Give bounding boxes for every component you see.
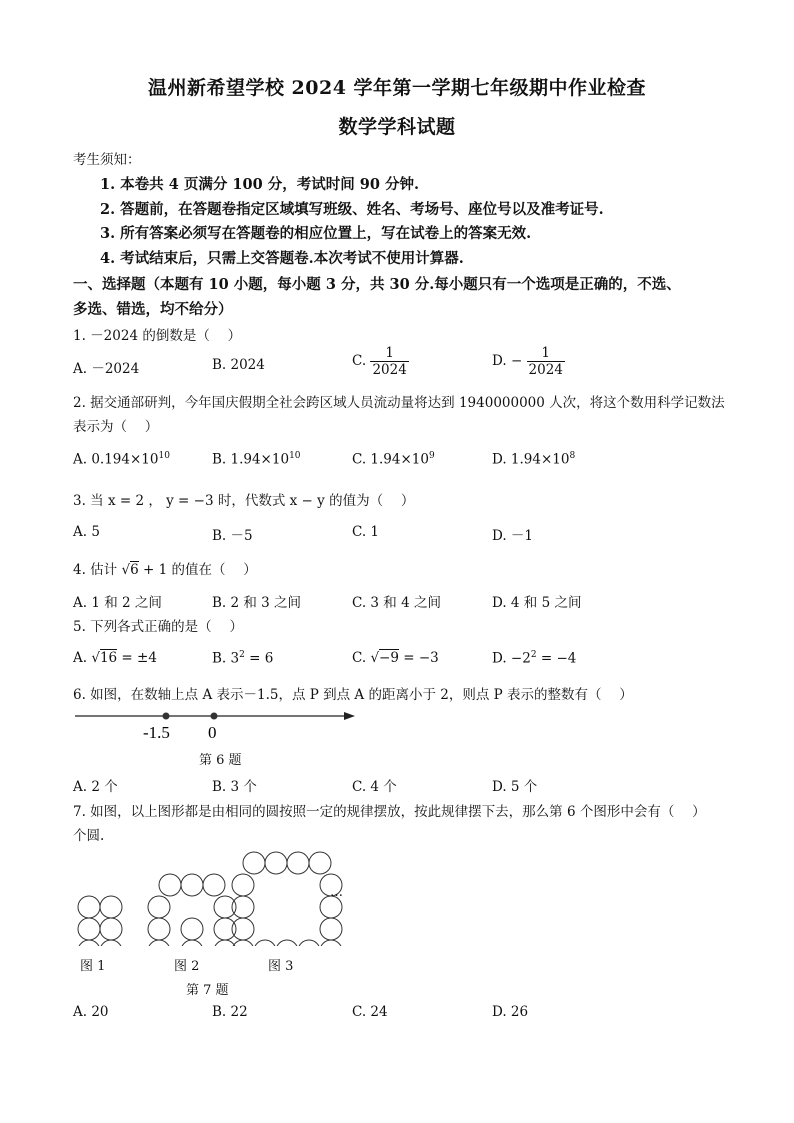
q4-option-b[interactable]: B. 2 和 3 之间: [212, 595, 302, 611]
figure-1-label: 图 1: [80, 959, 106, 974]
pattern-circle: [148, 940, 170, 946]
stem-text: + 1 的值在（ ）: [138, 562, 257, 578]
option-text: = ±4: [117, 650, 157, 666]
section-heading-cont: 多选、错选，均不给分）: [73, 301, 233, 318]
exponent: 2: [239, 650, 245, 660]
option-text: B. 3: [212, 650, 240, 667]
q4-option-c[interactable]: C. 3 和 4 之间: [352, 595, 441, 611]
axis-label: -1.5: [143, 723, 170, 742]
q1-option-d[interactable]: [492, 345, 565, 378]
option-label: C.: [352, 353, 367, 369]
exponent: 2: [530, 650, 537, 660]
question-1-stem: 1. －2024 的倒数是（ ）: [73, 328, 242, 344]
pattern-circle: [181, 874, 203, 896]
axis-label: 0: [208, 723, 217, 742]
stem-text: 4. 估计: [73, 562, 122, 578]
q1-option-a[interactable]: A. －2024: [73, 361, 140, 377]
q6-option-a[interactable]: A. 2 个: [73, 779, 118, 795]
question-5-stem: 5. 下列各式正确的是（ ）: [73, 619, 243, 635]
question-2-stem: 2. 据交通部研判，今年国庆假期全社会跨区域人员流动量将达到 1940000000 人次，将这个数用科学记数法: [73, 395, 725, 411]
page-title: 温州新希望学校 2024 学年第一学期七年级期中作业检查: [147, 77, 647, 99]
radicand: 6: [130, 562, 139, 578]
notice-item: 3. 所有答案必须写在答题卷的相应位置上，写在试卷上的答案无效.: [100, 225, 532, 242]
sqrt: √16: [91, 650, 118, 666]
notice-item: 1. 本卷共 4 页满分 100 分，考试时间 90 分钟.: [100, 176, 420, 193]
radicand: −9: [379, 650, 399, 666]
figure-3-label: 图 3: [268, 959, 294, 974]
pattern-circle: [100, 896, 122, 918]
pattern-circle: [78, 918, 100, 940]
q7-option-d[interactable]: D. 26: [492, 1004, 529, 1020]
exponent: 10: [158, 451, 170, 461]
notice-item: 2. 答题前，在答题卷指定区域填写班级、姓名、考场号、座位号以及准考证号.: [100, 201, 604, 218]
question-7-stem-cont: 个圆.: [73, 828, 105, 844]
q2-option-c[interactable]: [352, 451, 435, 468]
question-4-stem: [73, 558, 257, 578]
q5-option-d[interactable]: [492, 650, 576, 667]
pattern-circle: [214, 940, 236, 946]
option-text: B. 1.94×10: [212, 451, 290, 468]
pattern-circle: [100, 940, 122, 946]
q6-option-c[interactable]: C. 4 个: [352, 779, 397, 795]
q1-option-b[interactable]: B. 2024: [212, 357, 265, 373]
pattern-circle: [232, 896, 254, 918]
q6-option-b[interactable]: B. 3 个: [212, 779, 257, 795]
option-label: A.: [73, 650, 88, 666]
option-text: C. 1.94×10: [352, 451, 429, 468]
pattern-circle: [148, 896, 170, 918]
q5-option-a[interactable]: [73, 650, 157, 666]
q5-option-c[interactable]: [352, 650, 439, 666]
minus-sign: −: [510, 353, 523, 369]
pattern-circle: [232, 940, 254, 946]
denominator: 2024: [528, 362, 563, 378]
q7-option-a[interactable]: A. 20: [73, 1004, 109, 1020]
pattern-circle: [148, 918, 170, 940]
q2-option-b[interactable]: [212, 451, 301, 468]
option-text: = −4: [536, 650, 577, 667]
pattern-circle: [309, 852, 331, 874]
pattern-circle: [287, 852, 309, 874]
notice-item: 4. 考试结束后，只需上交答题卷.本次考试不使用计算器.: [100, 250, 464, 267]
radicand: 16: [99, 650, 118, 666]
pattern-circle: [320, 918, 342, 940]
q2-option-a[interactable]: [73, 451, 170, 468]
denominator: 2024: [372, 362, 407, 378]
page-subtitle: 数学学科试题: [338, 116, 456, 138]
pattern-circle: [181, 918, 203, 940]
figure-caption: 第 7 题: [186, 983, 229, 998]
question-2-stem-cont: 表示为（ ）: [73, 419, 159, 435]
pattern-circle: [254, 940, 276, 946]
pattern-circle: [232, 918, 254, 940]
option-label: D.: [492, 353, 507, 369]
number-line-figure: [70, 704, 370, 744]
option-text: D. 1.94×10: [492, 451, 570, 468]
pattern-circle: [203, 874, 225, 896]
q3-option-d[interactable]: D. －1: [492, 528, 534, 544]
point-a-marker: [163, 713, 170, 720]
pattern-circle: [265, 852, 287, 874]
q6-option-d[interactable]: D. 5 个: [492, 779, 538, 795]
exponent: 10: [289, 451, 301, 461]
sqrt: √6: [121, 562, 139, 578]
figure-caption: 第 6 题: [199, 753, 242, 768]
pattern-circle: [214, 896, 236, 918]
q1-option-c[interactable]: [352, 345, 409, 378]
exponent: 8: [569, 451, 576, 461]
option-text: = −3: [398, 650, 439, 666]
question-3-stem: 3. 当 x = 2 ， y = −3 时，代数式 x − y 的值为（ ）: [73, 493, 415, 509]
point-zero-marker: [211, 713, 218, 720]
pattern-circle: [78, 940, 100, 946]
fraction: [527, 345, 565, 378]
pattern-circle: [320, 940, 342, 946]
q4-option-a[interactable]: A. 1 和 2 之间: [73, 595, 162, 611]
q7-option-b[interactable]: B. 22: [212, 1004, 248, 1020]
q7-option-c[interactable]: C. 24: [352, 1004, 388, 1020]
pattern-circle: [298, 940, 320, 946]
q2-option-d[interactable]: [492, 451, 575, 468]
numerator: 1: [541, 345, 551, 361]
numerator: 1: [385, 345, 394, 361]
q3-option-a[interactable]: A. 5: [73, 524, 100, 540]
section-heading: 一、选择题（本题有 10 小题，每小题 3 分，共 30 分.每小题只有一个选项是正确的，不选、: [73, 276, 681, 293]
pattern-circle: [232, 874, 254, 896]
q5-option-b[interactable]: [212, 650, 273, 667]
exponent: 9: [428, 451, 435, 461]
fraction: [370, 345, 408, 378]
pattern-circle: [78, 896, 100, 918]
question-6-stem: 6. 如图，在数轴上点 A 表示－1.5，点 P 到点 A 的距离小于 2，则点 P 表示的整数有（ ）: [73, 687, 633, 703]
question-7-stem: 7. 如图，以上图形都是由相同的圆按照一定的规律摆放，按此规律摆下去，那么第 6 个图形中会有（ ）: [73, 804, 706, 820]
pattern-circle: [214, 918, 236, 940]
pattern-circle: [276, 940, 298, 946]
q4-option-d[interactable]: D. 4 和 5 之间: [492, 595, 582, 611]
pattern-circle: [181, 940, 203, 946]
figure-2-label: 图 2: [174, 959, 200, 974]
circle-pattern-figure: [70, 842, 370, 946]
notice-heading: 考生须知：: [73, 152, 141, 168]
option-label: C.: [352, 650, 367, 666]
arrow-head-icon: [344, 712, 355, 720]
option-text: D. −2: [492, 650, 531, 667]
option-text: A. 0.194×10: [73, 451, 159, 468]
sqrt: √−9: [370, 650, 399, 666]
q3-option-b[interactable]: B. －5: [212, 528, 253, 544]
pattern-circle: [159, 874, 181, 896]
option-text: = 6: [244, 650, 274, 667]
pattern-circle: [243, 852, 265, 874]
q3-option-c[interactable]: C. 1: [352, 524, 380, 540]
ellipsis: …: [330, 885, 343, 900]
pattern-circle: [100, 918, 122, 940]
